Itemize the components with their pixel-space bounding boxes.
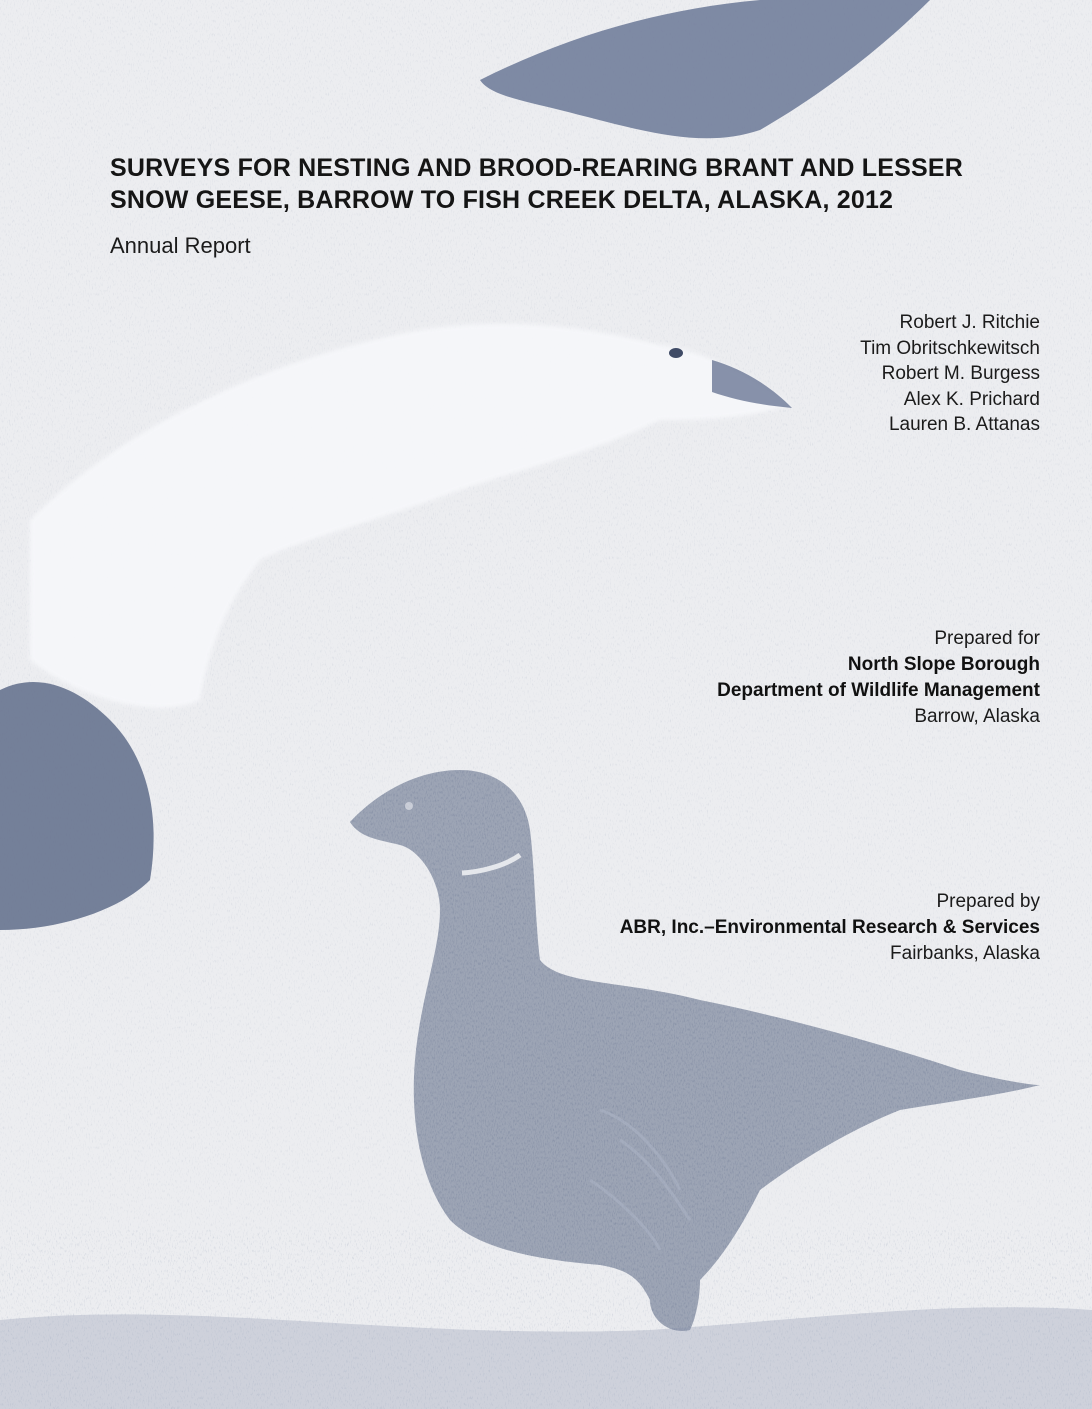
prepared-for-organization: North Slope Borough: [847, 654, 1040, 675]
author-name: Robert J. Ritchie: [899, 312, 1040, 333]
prepared-for-block: [717, 626, 1040, 730]
prepared-by-organization: ABR, Inc.–Environmental Research & Services: [619, 917, 1040, 938]
author-name: Robert M. Burgess: [881, 363, 1040, 384]
report-title-line-1: SURVEYS FOR NESTING AND BROOD-REARING BRANT AND LESSER: [110, 154, 963, 182]
author-name: Alex K. Prichard: [903, 388, 1040, 410]
report-title: [110, 152, 1010, 216]
author-name: Tim Obritschkewitsch: [860, 337, 1040, 359]
report-subtitle: Annual Report: [110, 233, 251, 258]
brant-eye: [405, 802, 413, 810]
author-list: [860, 310, 1040, 438]
author-name: Lauren B. Attanas: [888, 414, 1040, 435]
report-title-line-2: SNOW GEESE, BARROW TO FISH CREEK DELTA, ALASKA, 2012: [110, 186, 894, 214]
goose-eye: [669, 348, 683, 358]
prepared-by-location: Fairbanks, Alaska: [890, 943, 1040, 964]
prepared-for-label: Prepared for: [934, 628, 1040, 649]
prepared-for-location: Barrow, Alaska: [914, 706, 1040, 727]
prepared-by-label: Prepared by: [936, 891, 1040, 912]
prepared-by-block: [620, 889, 1040, 967]
prepared-for-department: Department of Wildlife Management: [717, 680, 1040, 701]
